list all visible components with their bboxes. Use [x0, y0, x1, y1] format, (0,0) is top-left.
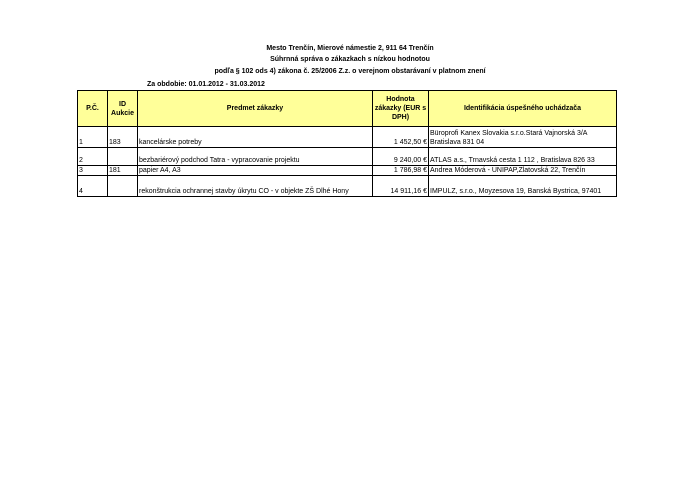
cell-value: 1 786,98 €: [373, 166, 429, 176]
table-row: [78, 127, 617, 148]
cell-subject: kancelárske potreby: [138, 127, 373, 148]
contracts-table: [77, 90, 617, 197]
table-row: [78, 148, 617, 166]
column-header-winner: Identifikácia úspešného uchádzača: [429, 91, 617, 127]
cell-value: 9 240,00 €: [373, 148, 429, 166]
report-header-city: Mesto Trenčín, Mierové námestie 2, 911 64 Trenčín: [266, 45, 434, 52]
column-header-value: Hodnota zákazky (EUR s DPH): [373, 91, 429, 127]
cell-winner: Andrea Móderová - UNIPAP,Zlatovská 22, Trenčín: [429, 166, 617, 176]
column-header-pc: P.Č.: [78, 91, 108, 127]
report-title: Súhrnná správa o zákazkach s nízkou hodnotou: [270, 56, 430, 63]
cell-subject: papier A4, A3: [138, 166, 373, 176]
cell-id: 183: [108, 127, 138, 148]
cell-id: [108, 148, 138, 166]
cell-value: 14 911,16 €: [373, 176, 429, 197]
cell-pc: 3: [78, 166, 108, 176]
cell-pc: 1: [78, 127, 108, 148]
cell-id: 181: [108, 166, 138, 176]
cell-value: 1 452,50 €: [373, 127, 429, 148]
table-row: [78, 176, 617, 197]
column-header-subject: Predmet zákazky: [138, 91, 373, 127]
column-header-id-auction: ID Aukcie: [108, 91, 138, 127]
table-row: [78, 166, 617, 176]
cell-id: [108, 176, 138, 197]
cell-subject: rekonštrukcia ochrannej stavby úkrytu CO - v objekte ZŠ Dlhé Hony: [138, 176, 373, 197]
cell-winner: ATLAS a.s., Trnavská cesta 1 112 , Bratislava 826 33: [429, 148, 617, 166]
cell-pc: 4: [78, 176, 108, 197]
cell-subject: bezbariérový podchod Tatra - vypracovanie projektu: [138, 148, 373, 166]
cell-winner: IMPULZ, s.r.o., Moyzesova 19, Banská Bystrica, 97401: [429, 176, 617, 197]
cell-winner: Büroprofi Kanex Slovakia s.r.o.Stará Vajnorská 3/A Bratislava 831 04: [429, 127, 617, 148]
table-header-row: [78, 91, 617, 127]
report-legal-basis: podľa § 102 ods 4) zákona č. 25/2006 Z.z. o verejnom obstarávaní v platnom znení: [214, 68, 486, 75]
report-period: Za obdobie: 01.01.2012 - 31.03.2012: [147, 81, 265, 88]
cell-pc: 2: [78, 148, 108, 166]
